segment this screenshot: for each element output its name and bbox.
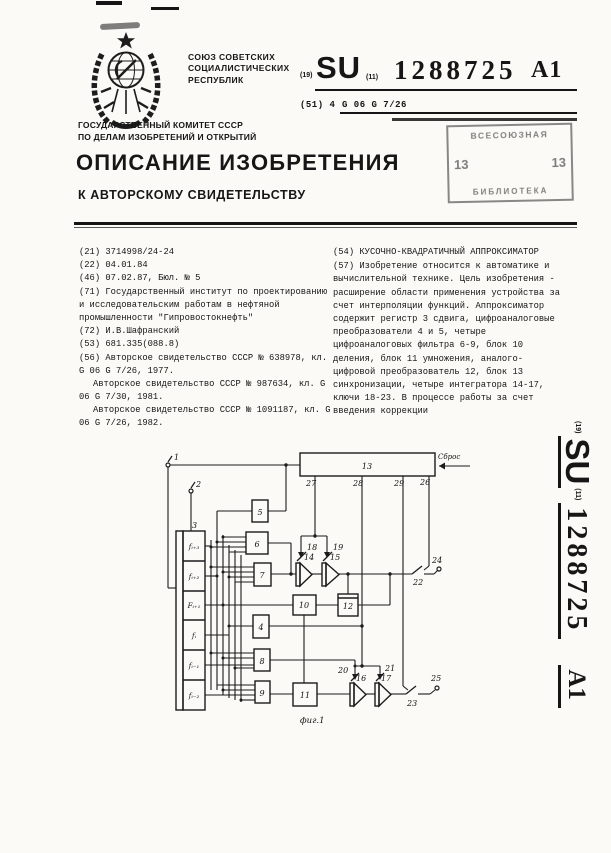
code-11-label: (11) bbox=[366, 74, 379, 81]
invention-title: (54) КУСОЧНО-КВАДРАТИЧНЫЙ АППРОКСИМАТОР bbox=[333, 247, 539, 257]
applicant: (71) Государственный институт по проектированию и исследовательским работам в нефтяной промышленности "Гипровостокнефть" bbox=[79, 286, 328, 323]
register-3-label: 3 bbox=[192, 521, 198, 530]
output-28-label: 28 bbox=[353, 479, 364, 488]
header-divider-thin bbox=[74, 227, 577, 228]
country-line-1: СОЮЗ СОВЕТСКИХ bbox=[188, 52, 276, 62]
abstract-text: (57) Изобретение относится к автоматике и вычислительной технике. Цель изобретения - расширение области применения устройства за счет интерполяции функций. Аппроксиматор содержит регистр 3 сдвига, цифроаналоговые преобразователи 4 и 5, четыре цифроаналоговых фильтра 6-9, блок 10 деления, блок 11 умножения, аналого-цифровой преобразователь 12, блок 13 синхронизации, четыре интегратора 14-17, ключи 18-23. В процессе работы за счет введения коррекции bbox=[333, 261, 560, 417]
circuit-diagram-fig1 bbox=[70, 440, 570, 740]
reference-1: (56) Авторское свидетельство СССР № 638978, кл. G 06 G 7/26, 1977. bbox=[79, 352, 328, 376]
scan-mark bbox=[151, 7, 179, 10]
switch-18-label: 18 bbox=[307, 543, 318, 552]
document-title: ОПИСАНИЕ ИЗОБРЕТЕНИЯ bbox=[76, 150, 400, 175]
terminal-2-label: 2 bbox=[196, 480, 202, 489]
register-cell-5: fᵢ₋₂ bbox=[188, 692, 200, 700]
committee-name bbox=[78, 120, 338, 144]
integrator-14-label: 14 bbox=[304, 553, 315, 562]
sidebar-country-code: SU bbox=[558, 436, 591, 488]
soviet-coat-of-arms-icon bbox=[84, 30, 168, 132]
switch-22-label: 22 bbox=[413, 578, 424, 587]
ipc-underline bbox=[340, 112, 577, 114]
block-6-label: 6 bbox=[254, 540, 260, 549]
scan-smudge bbox=[100, 22, 140, 30]
vertical-doc-number bbox=[558, 421, 604, 753]
stamp-number-right: 13 bbox=[551, 154, 567, 171]
header-divider bbox=[74, 222, 577, 225]
masthead-underline bbox=[315, 89, 577, 91]
stamp-top-text: ВСЕСОЮЗНАЯ bbox=[470, 129, 549, 141]
reference-3: Авторское свидетельство СССР № 1091187, кл. G 06 G 7/26, 1982. bbox=[79, 405, 331, 429]
integrator-15-label: 15 bbox=[330, 553, 341, 562]
block-5-label: 5 bbox=[257, 508, 263, 517]
application-number: (21) 3714998/24-24 bbox=[79, 247, 175, 257]
document-subtitle: К АВТОРСКОМУ СВИДЕТЕЛЬСТВУ bbox=[78, 188, 306, 202]
sidebar-code-19: (19) bbox=[574, 421, 581, 434]
terminal-24-label: 24 bbox=[432, 556, 443, 565]
biblio-right-column bbox=[333, 246, 561, 418]
stamp-bottom-text: БИБЛИОТЕКА bbox=[472, 186, 549, 197]
inventor: (72) И.В.Шафранский bbox=[79, 326, 180, 337]
ipc-prefix: (51) 4 bbox=[300, 100, 336, 110]
integrator-17-label: 17 bbox=[381, 674, 392, 683]
figure-caption: фиг.1 bbox=[300, 716, 325, 726]
block-12-label: 12 bbox=[342, 602, 354, 611]
switch-23-label: 23 bbox=[407, 699, 418, 708]
integrator-16-label: 16 bbox=[356, 674, 367, 683]
block-8-label: 8 bbox=[259, 657, 265, 666]
output-26-label: 26 bbox=[420, 478, 431, 487]
udc-code: (53) 681.335(088.8) bbox=[79, 339, 180, 350]
register-cell-4: fᵢ₋₁ bbox=[188, 662, 200, 670]
country-code: SU bbox=[316, 50, 362, 85]
register-cell-0: fᵢ₊₃ bbox=[188, 543, 200, 551]
document-number: 1288725 bbox=[394, 55, 517, 85]
block-7-label: 7 bbox=[259, 571, 265, 580]
sidebar-kind-code: A1 bbox=[558, 665, 588, 708]
code-19-label: (19) bbox=[300, 72, 313, 79]
publication-date: (46) 07.02.87, Бюл. № 5 bbox=[79, 273, 201, 284]
register-cell-2: Fᵢ₊₁ bbox=[187, 602, 201, 610]
switch-20-label: 20 bbox=[338, 666, 349, 675]
register-cell-1: fᵢ₊₂ bbox=[188, 573, 200, 581]
reset-label: Сброс bbox=[438, 453, 461, 461]
kind-code: A1 bbox=[531, 57, 563, 83]
country-line-2: СОЦИАЛИСТИЧЕСКИХ bbox=[188, 63, 290, 74]
block-4-label: 4 bbox=[258, 623, 264, 632]
ipc-underline-2 bbox=[392, 118, 577, 121]
sidebar-doc-number: 1288725 bbox=[558, 503, 589, 639]
biblio-left-column bbox=[79, 246, 331, 431]
arrowheads bbox=[298, 463, 445, 681]
ipc-class: G 06 G 7/26 bbox=[342, 100, 407, 110]
block-13-label: 13 bbox=[361, 462, 373, 471]
block-11-label: 11 bbox=[299, 691, 311, 700]
country-line-3: РЕСПУБЛИК bbox=[188, 74, 244, 85]
diagram-blocks bbox=[176, 453, 435, 710]
terminal-25-label: 25 bbox=[431, 674, 442, 683]
committee-line-2: ПО ДЕЛАМ ИЗОБРЕТЕНИЙ И ОТКРЫТИЙ bbox=[78, 131, 257, 142]
scan-mark bbox=[96, 1, 122, 5]
block-9-label: 9 bbox=[259, 689, 265, 698]
terminal-1-label: 1 bbox=[174, 453, 180, 462]
switch-21-label: 21 bbox=[385, 664, 396, 673]
sidebar-code-11: (11) bbox=[574, 488, 581, 501]
stamp-number-left: 13 bbox=[453, 156, 469, 173]
switch-19-label: 19 bbox=[333, 543, 344, 552]
filing-date: (22) 04.01.84 bbox=[79, 260, 148, 271]
block-10-label: 10 bbox=[298, 601, 310, 610]
committee-line-1: ГОСУДАРСТВЕННЫЙ КОМИТЕТ СССР bbox=[78, 120, 243, 130]
output-27-label: 27 bbox=[306, 479, 317, 488]
diagram-wires bbox=[168, 465, 470, 702]
reference-2: Авторское свидетельство СССР № 987634, кл. G 06 G 7/30, 1981. bbox=[79, 378, 326, 403]
output-29-label: 29 bbox=[394, 479, 405, 488]
library-stamp bbox=[446, 123, 574, 204]
register-cell-3: fᵢ bbox=[192, 632, 196, 640]
